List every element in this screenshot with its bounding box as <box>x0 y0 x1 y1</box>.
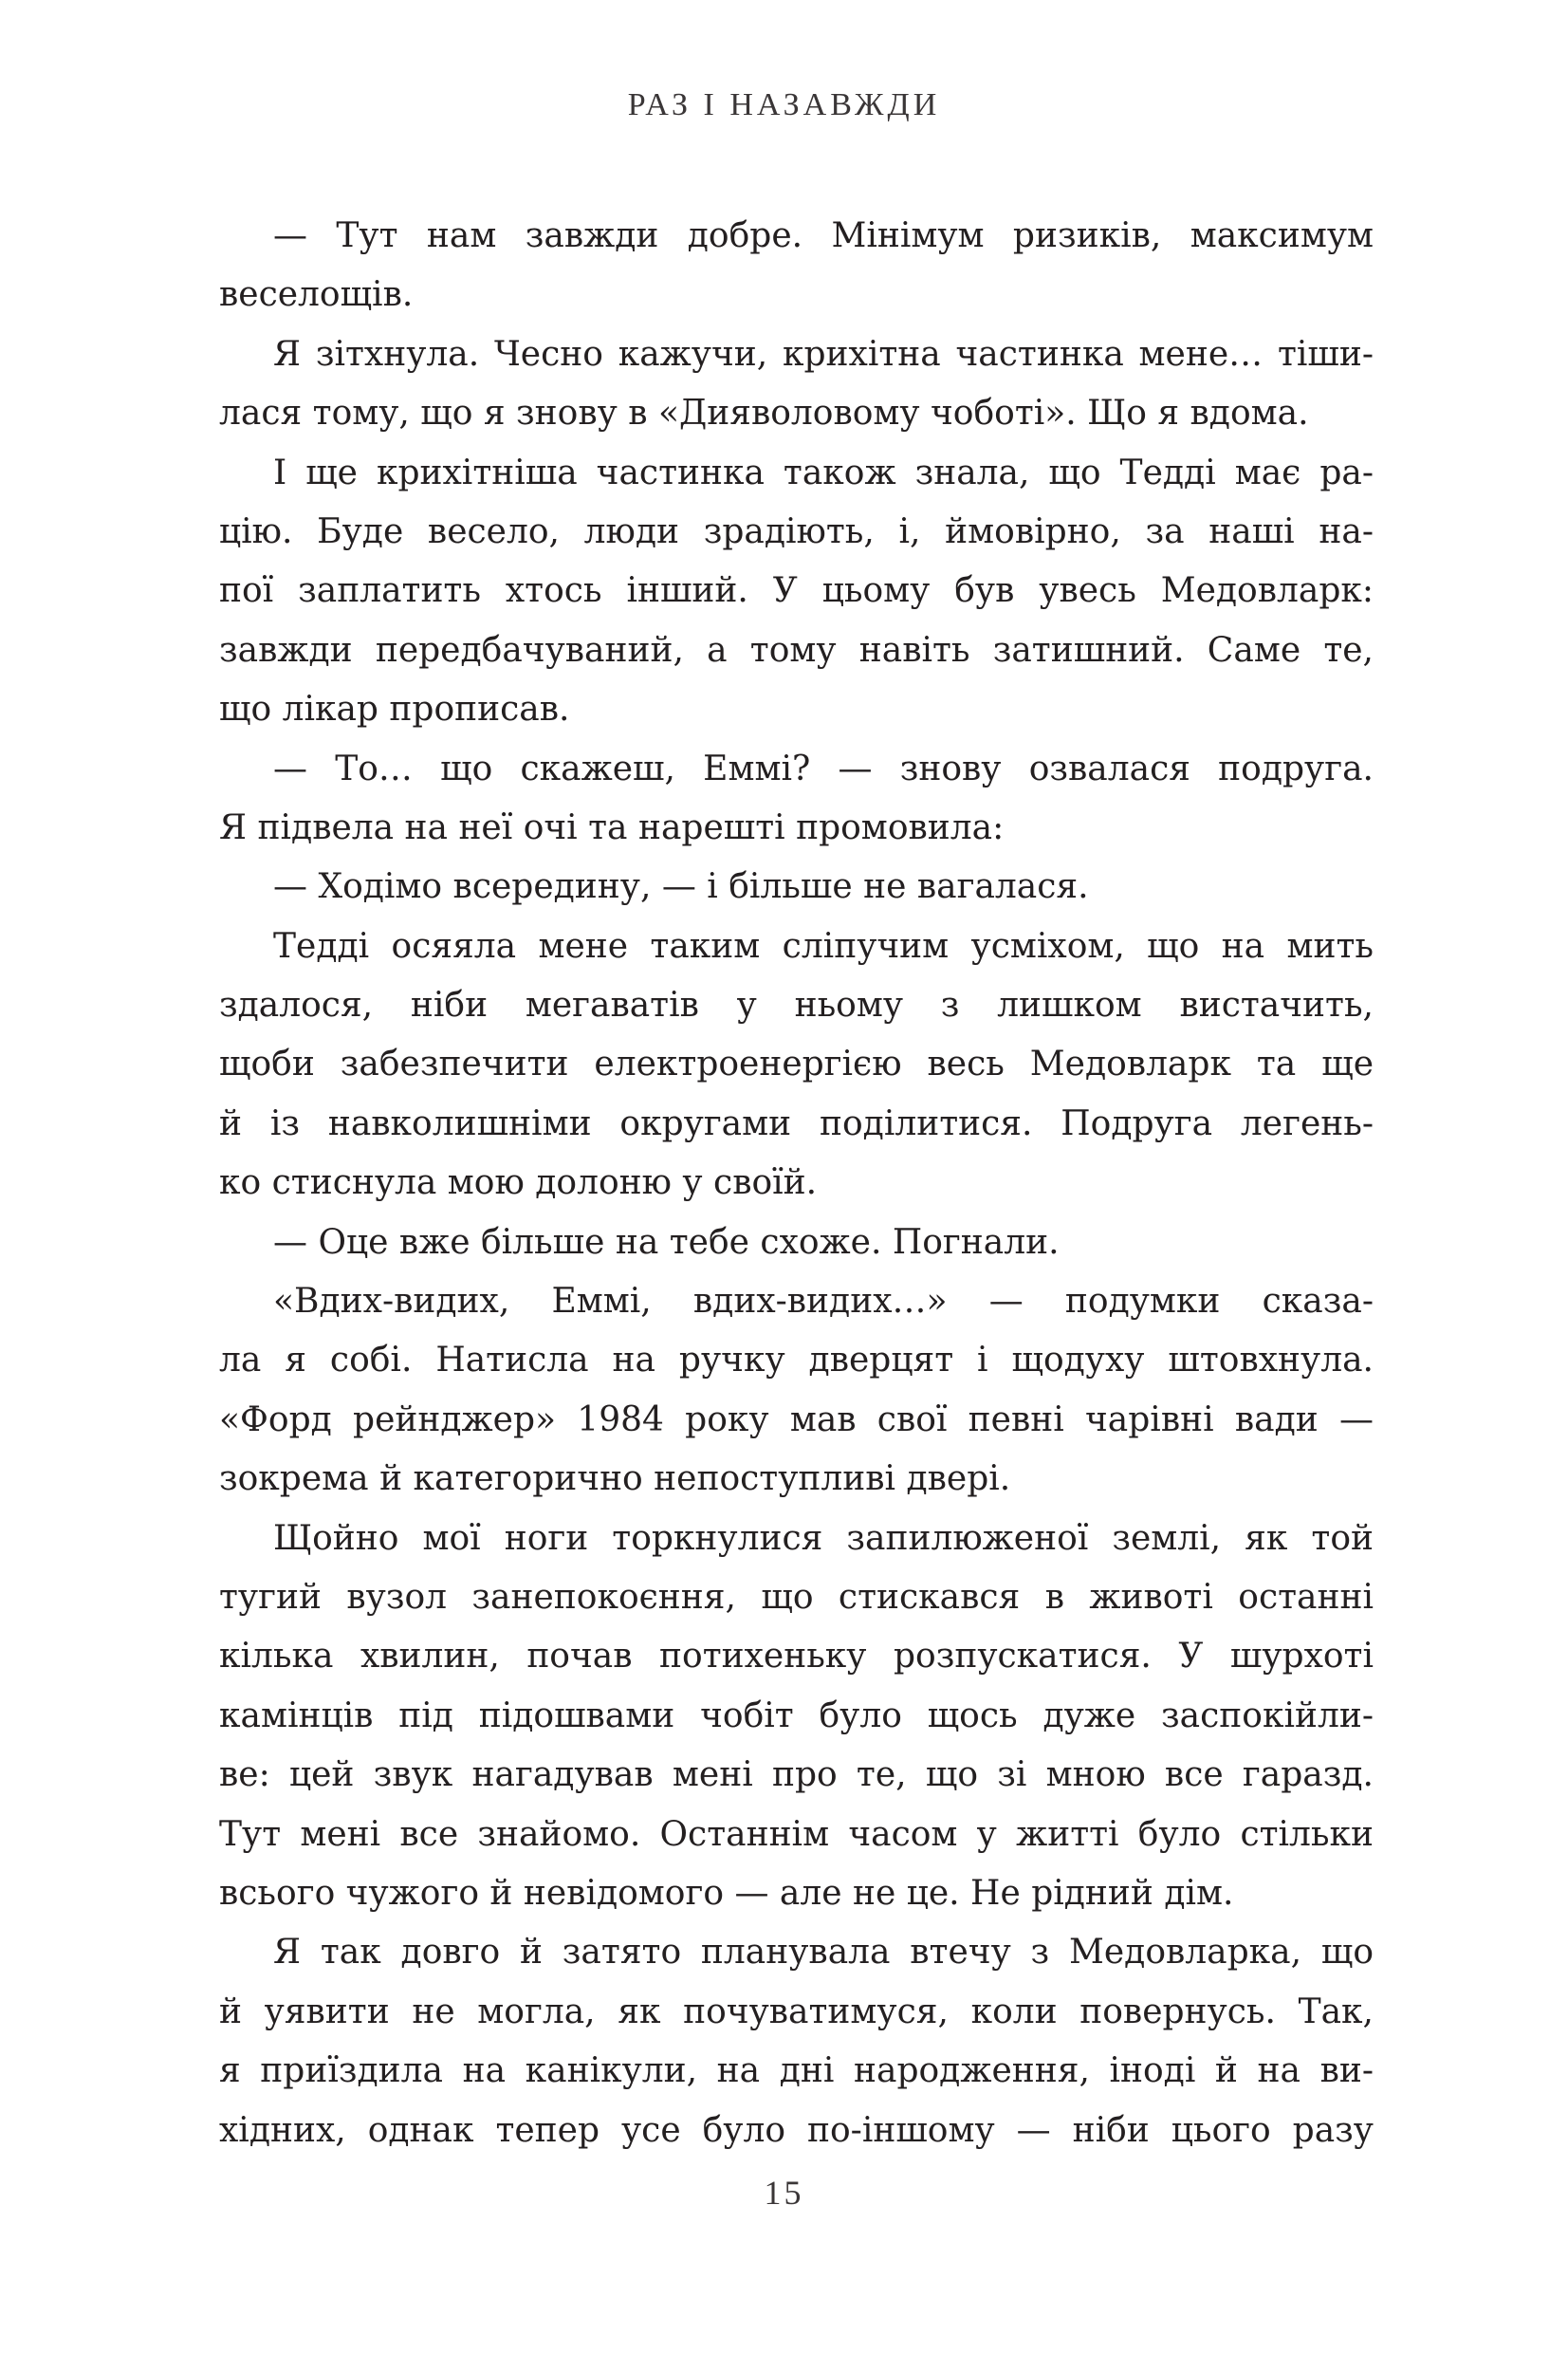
text-line: тугий вузол занепокоєння, що стискався в животі останні <box>219 1577 1374 1617</box>
text-line: пої заплатить хтось інший. У цьому був увесь Медовларк: <box>219 571 1374 611</box>
paragraph-first-line: Щойно мої ноги торкнулися запилюженої землі, як той <box>273 1518 1374 1558</box>
text-line: камінців під підошвами чобіт було щось дуже заспокійли- <box>219 1695 1374 1735</box>
paragraph-first-line: Я так довго й затято планувала втечу з Медовларка, що <box>273 1933 1374 1973</box>
text-line: ко стиснула мою долоню у своїй. <box>219 1163 818 1203</box>
page-number: 15 <box>764 2174 804 2212</box>
paragraph-first-line: — Тут нам завжди добре. Мінімум ризиків, максимум <box>273 216 1374 255</box>
text-line: я приїздила на канікули, на дні народження, іноді й на ви- <box>219 2051 1374 2091</box>
text-line: кілька хвилин, почав потихеньку розпускатися. У шурхоті <box>219 1637 1374 1677</box>
paragraph-first-line: — Ходімо всередину, — і більше не вагалася. <box>273 867 1089 907</box>
text-line: ве: цей звук нагадував мені про те, що зі мною все гаразд. <box>219 1755 1374 1795</box>
text-line: завжди передбачуваний, а тому навіть затишний. Саме те, <box>219 630 1374 670</box>
text-line: лася тому, що я знову в «Дияволовому чоботі». Що я вдома. <box>219 394 1309 434</box>
text-line: Я підвела на неї очі та нарешті промовила: <box>219 807 1005 847</box>
text-line: веселощів. <box>219 275 414 315</box>
text-line: й із навколишніми округами поділитися. Подруга легень- <box>219 1103 1374 1143</box>
paragraph-first-line: — Оце вже більше на тебе схоже. Погнали. <box>273 1222 1060 1262</box>
text-line: щоби забезпечити електроенергією весь Медовларк та ще <box>219 1045 1374 1084</box>
text-line: що лікар прописав. <box>219 690 570 730</box>
paragraph-first-line: — То… що скажеш, Еммі? — знову озвалася подруга. <box>273 749 1374 788</box>
text-line: ла я собі. Натисла на ручку дверцят і щодуху штовхнула. <box>219 1341 1374 1380</box>
text-line: «Форд рейнджер» 1984 року мав свої певні чарівні вади — <box>219 1399 1374 1439</box>
body-text <box>219 207 1374 2160</box>
text-line: Тут мені все знайомо. Останнім часом у житті було стільки <box>219 1814 1374 1854</box>
paragraph-first-line: «Вдих-видих, Еммі, вдих-видих…» — подумки сказа- <box>273 1282 1374 1322</box>
text-line: зокрема й категорично непоступливі двері. <box>219 1459 1011 1499</box>
text-line: всього чужого й невідомого — але не це. Не рідний дім. <box>219 1873 1234 1913</box>
paragraph-first-line: І ще крихітніша частинка також знала, що Тедді має ра- <box>273 453 1374 492</box>
text-line: здалося, ніби мегаватів у ньому з лишком вистачить, <box>219 986 1374 1026</box>
text-line: цію. Буде весело, люди зрадіють, і, ймовірно, за наші на- <box>219 511 1374 551</box>
text-line: й уявити не могла, як почуватимуся, коли повернусь. Так, <box>219 1992 1374 2031</box>
paragraph-first-line: Я зітхнула. Чесно кажучи, крихітна частинка мене… тіши- <box>273 334 1374 374</box>
text-line: хідних, однак тепер усе було по-іншому — ніби цього разу <box>219 2110 1374 2150</box>
paragraph-first-line: Тедді осяяла мене таким сліпучим усміхом, що на мить <box>273 926 1374 966</box>
running-head: РАЗ І НАЗАВЖДИ <box>627 87 941 122</box>
